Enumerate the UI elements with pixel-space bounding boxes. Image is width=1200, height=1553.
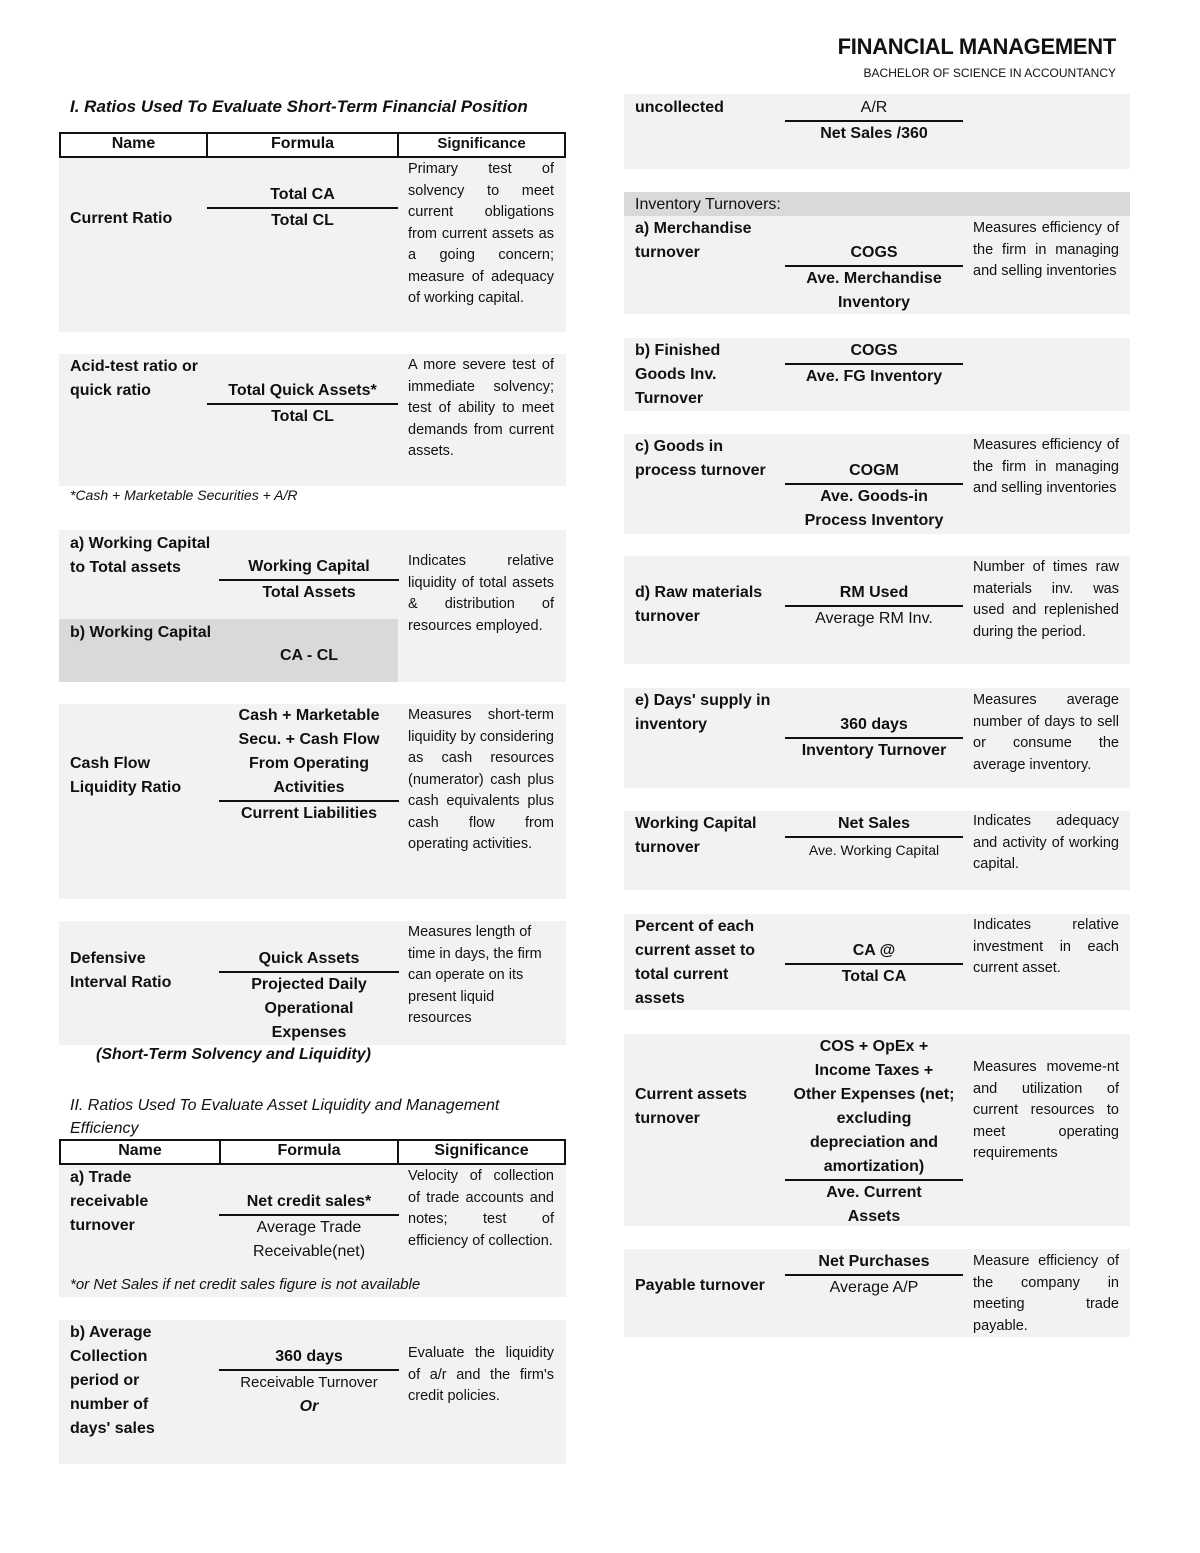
merchandise-significance: Measures efficiency of the firm in managing and selling inventories <box>973 220 1119 279</box>
payable-numerator: Net Purchases <box>785 1250 963 1276</box>
raw-materials-name: d) Raw materials turnover <box>635 584 763 625</box>
avg-collection-significance: Evaluate the liquidity of a/r and the firm's credit policies. <box>408 1345 554 1404</box>
raw-materials-significance: Number of times raw materials inv. was used and replenished during the period. <box>973 559 1119 640</box>
merchandise-name: a) Merchandise turnover <box>635 220 752 261</box>
goods-process-formula <box>785 459 963 533</box>
defensive-interval-numerator: Quick Assets <box>219 947 399 973</box>
merchandise-denominator: Ave. Merchandise Inventory <box>806 270 942 311</box>
avg-collection-denominator: Receivable Turnover <box>240 1374 378 1391</box>
section1-footer: (Short-Term Solvency and Liquidity) <box>96 1046 371 1063</box>
ca-turnover-name: Current assets turnover <box>635 1086 748 1127</box>
trade-receivable-denominator: Average Trade Receivable(net) <box>252 1219 366 1260</box>
header-formula: Formula <box>208 134 399 156</box>
uncollected-denominator: Net Sales /360 <box>820 125 928 142</box>
section1-title: I. Ratios Used To Evaluate Short-Term Financial Position <box>70 97 528 116</box>
days-supply-formula <box>785 713 963 763</box>
finished-goods-name: b) Finished Goods Inv. Turnover <box>635 342 721 407</box>
cash-flow-formula <box>219 704 399 826</box>
defensive-interval-denominator: Projected Daily Operational Expenses <box>251 976 367 1041</box>
trade-receivable-name: a) Trade receivable turnover <box>70 1169 149 1234</box>
wc-total-assets-numerator: Working Capital <box>219 555 399 581</box>
days-supply-numerator: 360 days <box>785 713 963 739</box>
acid-test-significance: A more severe test of immediate solvency; test of ability to meet demands from current assets. <box>408 357 554 459</box>
uncollected-formula <box>785 96 963 146</box>
days-supply-denominator: Inventory Turnover <box>801 742 947 759</box>
working-capital-name: b) Working Capital <box>70 624 212 641</box>
avg-collection-or: Or <box>299 1398 319 1415</box>
cash-flow-name: Cash Flow Liquidity Ratio <box>70 755 182 796</box>
defensive-interval-formula <box>219 947 399 1045</box>
goods-process-significance: Measures efficiency of the firm in managing and selling inventories <box>973 437 1119 496</box>
goods-process-numerator: COGM <box>785 459 963 485</box>
raw-materials-formula <box>785 581 963 631</box>
payable-significance: Measure efficiency of the company in meeting trade payable. <box>973 1253 1119 1334</box>
wc-turnover-significance: Indicates adequacy and activity of working capital. <box>973 813 1119 872</box>
uncollected-numerator: A/R <box>785 96 963 122</box>
finished-goods-formula <box>785 339 963 389</box>
acid-test-denominator: Total CL <box>271 408 334 425</box>
current-ratio-name: Current Ratio <box>70 210 173 227</box>
raw-materials-denominator: Average RM Inv. <box>815 610 933 627</box>
current-ratio-significance: Primary test of solvency to meet current obligations from current assets as a going concern; measure of adequacy of working capital. <box>408 161 554 306</box>
merchandise-formula <box>785 241 963 315</box>
wc-turnover-formula <box>785 812 963 862</box>
merchandise-numerator: COGS <box>785 241 963 267</box>
current-ratio-numerator: Total CA <box>207 183 398 209</box>
payable-formula <box>785 1250 963 1300</box>
trade-receivable-numerator: Net credit sales* <box>219 1190 399 1216</box>
section2-table-header <box>59 1139 566 1165</box>
current-ratio-formula <box>207 183 398 233</box>
header-name-2: Name <box>61 1141 221 1163</box>
percent-ca-formula <box>785 939 963 989</box>
header-significance-2: Significance <box>434 1142 529 1159</box>
goods-process-name: c) Goods in process turnover <box>635 438 766 479</box>
section1-table-header <box>59 132 566 158</box>
section2-title: II. Ratios Used To Evaluate Asset Liquidity and Management Efficiency <box>70 1097 500 1137</box>
finished-goods-numerator: COGS <box>785 339 963 365</box>
wc-turnover-numerator: Net Sales <box>785 812 963 838</box>
current-ratio-denominator: Total CL <box>271 212 334 229</box>
defensive-interval-significance: Measures length of time in days, the firm can operate on its present liquid resources <box>408 924 542 1026</box>
wc-total-assets-denominator: Total Assets <box>262 584 356 601</box>
header-formula-2: Formula <box>221 1141 399 1163</box>
ca-turnover-significance: Measures moveme-nt and utilization of current resources to meet operating requirements <box>973 1059 1119 1161</box>
acid-test-name: Acid-test ratio or quick ratio <box>70 358 199 399</box>
wc-total-assets-significance: Indicates relative liquidity of total assets & distribution of resources employed. <box>408 553 554 634</box>
goods-process-denominator: Ave. Goods-in Process Inventory <box>804 488 944 529</box>
cash-flow-numerator: Cash + Marketable Secu. + Cash Flow From Operating Activities <box>219 704 399 802</box>
percent-ca-name: Percent of each current asset to total current assets <box>635 918 756 1007</box>
percent-ca-denominator: Total CA <box>841 968 907 985</box>
wc-turnover-name: Working Capital turnover <box>635 815 757 856</box>
uncollected-name: uncollected <box>635 99 724 116</box>
cash-flow-significance: Measures short-term liquidity by considering as cash resources (numerator) cash plus cash equivalents plus cash flow from operating activities. <box>408 707 554 852</box>
wc-turnover-denominator: Ave. Working Capital <box>808 842 940 858</box>
ca-turnover-formula <box>785 1035 963 1229</box>
trade-receivable-note: *or Net Sales if net credit sales figure is not available <box>70 1276 421 1293</box>
percent-ca-numerator: CA @ <box>785 939 963 965</box>
payable-denominator: Average A/P <box>829 1279 919 1296</box>
payable-name: Payable turnover <box>635 1277 765 1294</box>
avg-collection-numerator: 360 days <box>219 1345 399 1371</box>
percent-ca-significance: Indicates relative investment in each current asset. <box>973 917 1119 976</box>
ca-turnover-numerator: COS + OpEx + Income Taxes + Other Expenses (net; excluding depreciation and amortization) <box>785 1035 963 1181</box>
days-supply-name: e) Days' supply in inventory <box>635 692 771 733</box>
acid-test-formula <box>207 379 398 429</box>
header-name: Name <box>61 134 208 156</box>
finished-goods-denominator: Ave. FG Inventory <box>805 368 943 385</box>
trade-receivable-significance: Velocity of collection of trade accounts and notes; test of efficiency of collection. <box>408 1168 554 1249</box>
raw-materials-numerator: RM Used <box>785 581 963 607</box>
acid-test-numerator: Total Quick Assets* <box>207 379 398 405</box>
wc-total-assets-formula <box>219 555 399 605</box>
ca-turnover-denominator: Ave. Current Assets <box>826 1184 922 1225</box>
inventory-title: Inventory Turnovers: <box>635 196 781 213</box>
header-significance: Significance <box>437 135 526 152</box>
document-title: FINANCIAL MANAGEMENT <box>837 34 1116 59</box>
avg-collection-formula <box>219 1345 399 1419</box>
wc-total-assets-name: a) Working Capital to Total assets <box>70 535 211 576</box>
working-capital-formula: CA - CL <box>279 647 339 664</box>
avg-collection-name: b) Average Collection period or number of days' sales <box>70 1324 155 1437</box>
days-supply-significance: Measures average number of days to sell or consume the average inventory. <box>973 692 1119 773</box>
cash-flow-denominator: Current Liabilities <box>240 805 378 822</box>
defensive-interval-name: Defensive Interval Ratio <box>70 950 172 991</box>
trade-receivable-formula <box>219 1190 399 1264</box>
document-subtitle: BACHELOR OF SCIENCE IN ACCOUNTANCY <box>863 66 1116 80</box>
acid-test-note: *Cash + Marketable Securities + A/R <box>70 487 298 503</box>
